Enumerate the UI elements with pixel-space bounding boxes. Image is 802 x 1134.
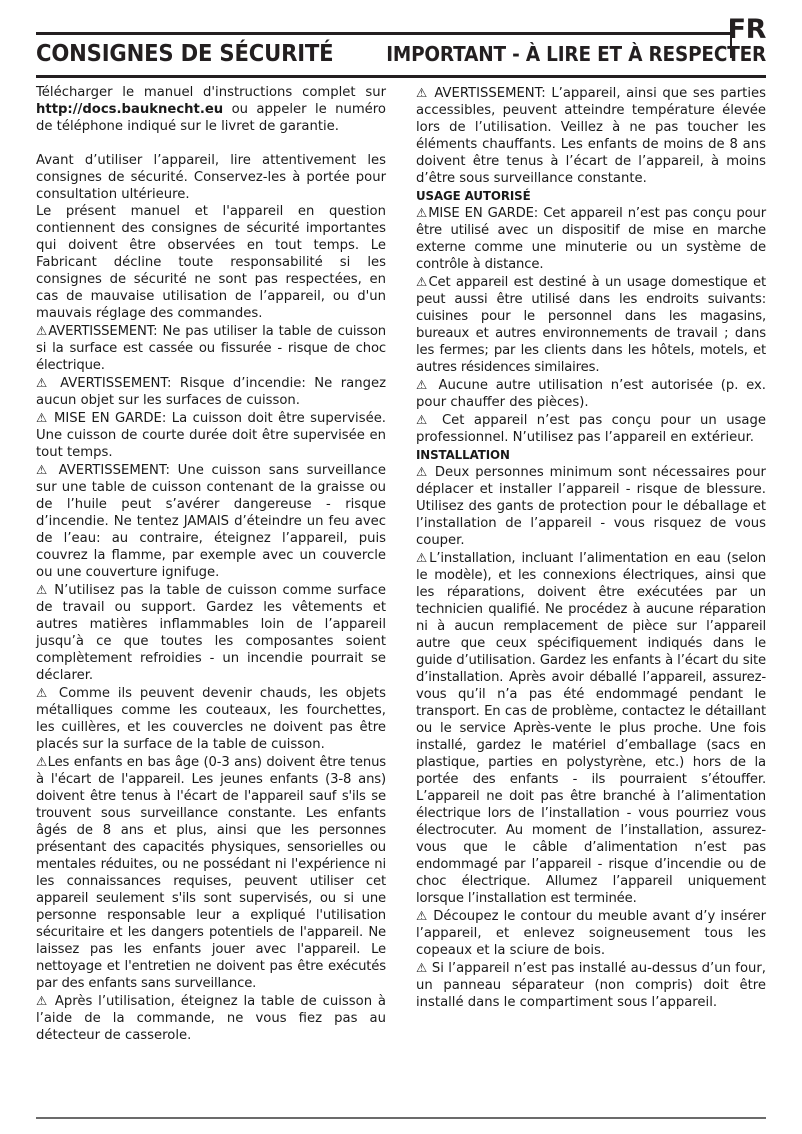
footer-rule — [36, 1117, 766, 1119]
warning-triangle-icon: ⚠ — [36, 582, 49, 597]
warning-non-professional — [416, 411, 766, 446]
warning-two-people — [416, 463, 766, 549]
caution-external-timer — [416, 204, 766, 273]
warning-triangle-icon: ⚠ — [36, 462, 51, 477]
body-columns — [36, 84, 766, 1094]
warning-triangle-icon: ⚠ — [416, 377, 431, 392]
warning-children-safety — [36, 753, 386, 992]
warning-triangle-icon: ⚠ — [36, 410, 49, 425]
download-text-tail: ou appeler le numéro de téléphone indiqué sur le livret de garantie. — [36, 102, 386, 134]
warning-unattended-cooking — [36, 461, 386, 581]
warning-separator-panel — [416, 959, 766, 1011]
caution-supervise-cooking — [36, 409, 386, 461]
warning-domestic-use — [416, 273, 766, 376]
header-top-rule — [36, 32, 730, 35]
warning-triangle-icon: ⚠ — [36, 323, 49, 338]
warning-domestic-use-text: Cet appareil est destiné à un usage domestique et peut aussi être utilisé dans les endroits suivants: cuisines pour le personnel dans les magasins, bureaux et autres environnements de travail ; dans les fermes; par les clients dans les hôtels, motels, et autres résidences similaires. — [416, 275, 767, 375]
warning-triangle-icon: ⚠ — [416, 464, 429, 479]
warning-triangle-icon: ⚠ — [416, 412, 433, 427]
warning-triangle-icon: ⚠ — [36, 993, 49, 1008]
warning-metal-objects — [36, 684, 386, 753]
page-subtitle: IMPORTANT - À LIRE ET À RESPECTER — [386, 42, 766, 66]
warning-qualified-technician — [416, 549, 766, 907]
warning-after-use-text: Après l’utilisation, éteignez la table de cuisson à l’aide de la commande, ne vous fiez pas au détecteur de casserole. — [36, 994, 386, 1043]
language-code: FR — [727, 14, 766, 45]
warning-worktop-use-text: N’utilisez pas la table de cuisson comme surface de travail ou support. Gardez les vêtements et autres matières inflammables loin de l’appareil jusqu’à ce que toutes les composantes soient complètement refroidies - un incendie pourrait se déclarer. — [36, 583, 386, 683]
warning-no-other-use-text: Aucune autre utilisation n’est autorisée (p. ex. pour chauffer des pièces). — [416, 378, 766, 410]
warning-fire-risk-text: AVERTISSEMENT: Risque d’incendie: Ne rangez aucun objet sur les surfaces de cuisson. — [36, 376, 387, 408]
warning-triangle-icon: ⚠ — [416, 274, 429, 289]
warning-triangle-icon: ⚠ — [36, 375, 52, 390]
header-title-row — [36, 38, 766, 72]
warning-hot-parts — [416, 84, 766, 187]
warning-worktop-use — [36, 581, 386, 684]
page-header — [36, 14, 766, 80]
warning-triangle-icon: ⚠ — [416, 908, 429, 923]
warning-triangle-icon: ⚠ — [36, 685, 51, 700]
warning-qualified-technician-text: L’installation, incluant l’alimentation en eau (selon le modèle), et les connexions électriques, ainsi que les réparations, doivent être exécutées par un technicien qualifié. Ne procédez à aucune réparation ni à aucun remplacement de pièce sur l’appareil autre que ceux spécifiquement indiqués dans le guide d’utilisation. Gardez les enfants à l’écart du site d’installation. Après avoir déballé l’appareil, assurez-vous qu’il n’a pas été endommagé pendant le transport. En cas de problème, contactez le détaillant ou le service Après-vente le plus proche. Une fois installé, gardez le matériel d’emballage (sacs en plastique, parties en polystyrène, etc.) hors de la portée des enfants - ils pourraient s’étouffer. L’appareil ne doit pas être branché à l’alimentation électrique lors de l’installation - vous pourriez vous électrocuter. Au moment de l’installation, assurez-vous que le câble d’alimentation n’est pas endommagé par l’appareil - risque d’incendie ou de choc électrique. Allumez l’appareil uniquement lorsque l’installation est terminée. — [416, 551, 766, 906]
warning-after-use — [36, 992, 386, 1044]
warning-triangle-icon: ⚠ — [416, 85, 429, 100]
warning-triangle-icon: ⚠ — [416, 550, 430, 565]
warning-metal-objects-text: Comme ils peuvent devenir chauds, les objets métalliques comme les couteaux, les fourchettes, les cuillères, et les couvercles ne doivent pas être placés sur la surface de la table de cuisson. — [36, 686, 386, 752]
paragraph-spacer — [36, 135, 386, 152]
paragraph-before-use: Avant d’utiliser l’appareil, lire attentivement les consignes de sécurité. Conservez-les à portée pour consultation ultérieure. — [36, 153, 386, 202]
warning-hot-parts-text: AVERTISSEMENT: L’appareil, ainsi que ses parties accessibles, peuvent atteindre température élevée lors de l’utilisation. Veillez à ne pas toucher les éléments chauffants. Les enfants de moins de 8 ans doivent être tenus à l’écart de l’appareil, à moins d’être sous surveillance constante. — [416, 86, 766, 186]
caution-supervise-cooking-text: MISE EN GARDE: La cuisson doit être supervisée. Une cuisson de courte durée doit être supervisée en tout temps. — [36, 411, 386, 460]
warning-no-other-use — [416, 376, 766, 411]
right-column — [416, 84, 766, 1094]
warning-triangle-icon: ⚠ — [416, 205, 429, 220]
warning-non-professional-text: Cet appareil n’est pas conçu pour un usage professionnel. N’utilisez pas l’appareil en extérieur. — [416, 413, 766, 445]
warning-unattended-cooking-text: AVERTISSEMENT: Une cuisson sans surveillance sur une table de cuisson contenant de la graisse ou de l’huile peut s’avérer dangereuse - risque d’incendie. Ne tentez JAMAIS d’éteindre un feu avec de l’eau: au contraire, éteignez l’appareil, puis couvrez la flamme, par exemple avec un couvercle ou une couverture ignifuge. — [36, 463, 386, 580]
download-text-lead: Télécharger le manuel d'instructions complet sur — [36, 85, 386, 100]
warning-cracked-surface-text: AVERTISSEMENT: Ne pas utiliser la table de cuisson si la surface est cassée ou fissurée - risque de choc électrique. — [36, 324, 386, 373]
section-heading-installation: INSTALLATION — [416, 447, 510, 462]
documentation-url: http://docs.bauknecht.eu — [36, 102, 224, 117]
paragraph-download — [36, 84, 386, 135]
warning-cracked-surface — [36, 322, 386, 374]
left-column — [36, 84, 386, 1094]
warning-children-safety-text: Les enfants en bas âge (0-3 ans) doivent être tenus à l'écart de l'appareil. Les jeunes enfants (3-8 ans) doivent être tenus à l'écart de l'appareil sauf s'ils se trouvent sous surveillance constante. Les enfants âgés de 8 ans et plus, ainsi que les personnes présentant des capacités physiques, sensorielles ou mentales réduites, ou ne possédant ni l'expérience ni les connaissances requises, peuvent utiliser cet appareil seulement s'ils sont supervisés, ou si une personne responsable leur a expliqué l'utilisation sécuritaire et les dangers potentiels de l'appareil. Ne laissez pas les enfants jouer avec l'appareil. Le nettoyage et l'entretien ne doivent pas être exécutés par des enfants sans surveillance. — [36, 755, 386, 991]
warning-cabinet-cutout-text: Découpez le contour du meuble avant d’y insérer l’appareil, et enlevez soigneusement tous les copeaux et la sciure de bois. — [416, 909, 766, 958]
paragraph-manual-scope: Le présent manuel et l'appareil en question contiennent des consignes de sécurité importantes qui doivent être observées en tout temps. Le Fabricant décline toute responsabilité si les consignes de sécurité ne sont pas respectées, en cas de mauvaise utilisation de l’appareil, ou d'un mauvais réglage des commandes. — [36, 204, 386, 321]
page-title: CONSIGNES DE SÉCURITÉ — [36, 39, 334, 67]
warning-triangle-icon: ⚠ — [36, 754, 48, 769]
section-heading-authorized-use: USAGE AUTORISÉ — [416, 188, 531, 203]
warning-two-people-text: Deux personnes minimum sont nécessaires pour déplacer et installer l’appareil - risque de blessure. Utilisez des gants de protection pour le déballage et l’installation de l’appareil - vous risquez de vous couper. — [416, 465, 766, 548]
warning-separator-panel-text: Si l’appareil n’est pas installé au-dessus d’un four, un panneau séparateur (non compris) doit être installé dans le compartiment sous l’appareil. — [416, 961, 766, 1010]
caution-external-timer-text: MISE EN GARDE: Cet appareil n’est pas conçu pour être utilisé avec un dispositif de mise en marche externe comme une minuterie ou un système de contrôle à distance. — [416, 206, 767, 272]
warning-cabinet-cutout — [416, 907, 766, 959]
warning-triangle-icon: ⚠ — [416, 960, 428, 975]
warning-fire-risk — [36, 374, 386, 409]
header-bottom-rule — [36, 75, 766, 78]
